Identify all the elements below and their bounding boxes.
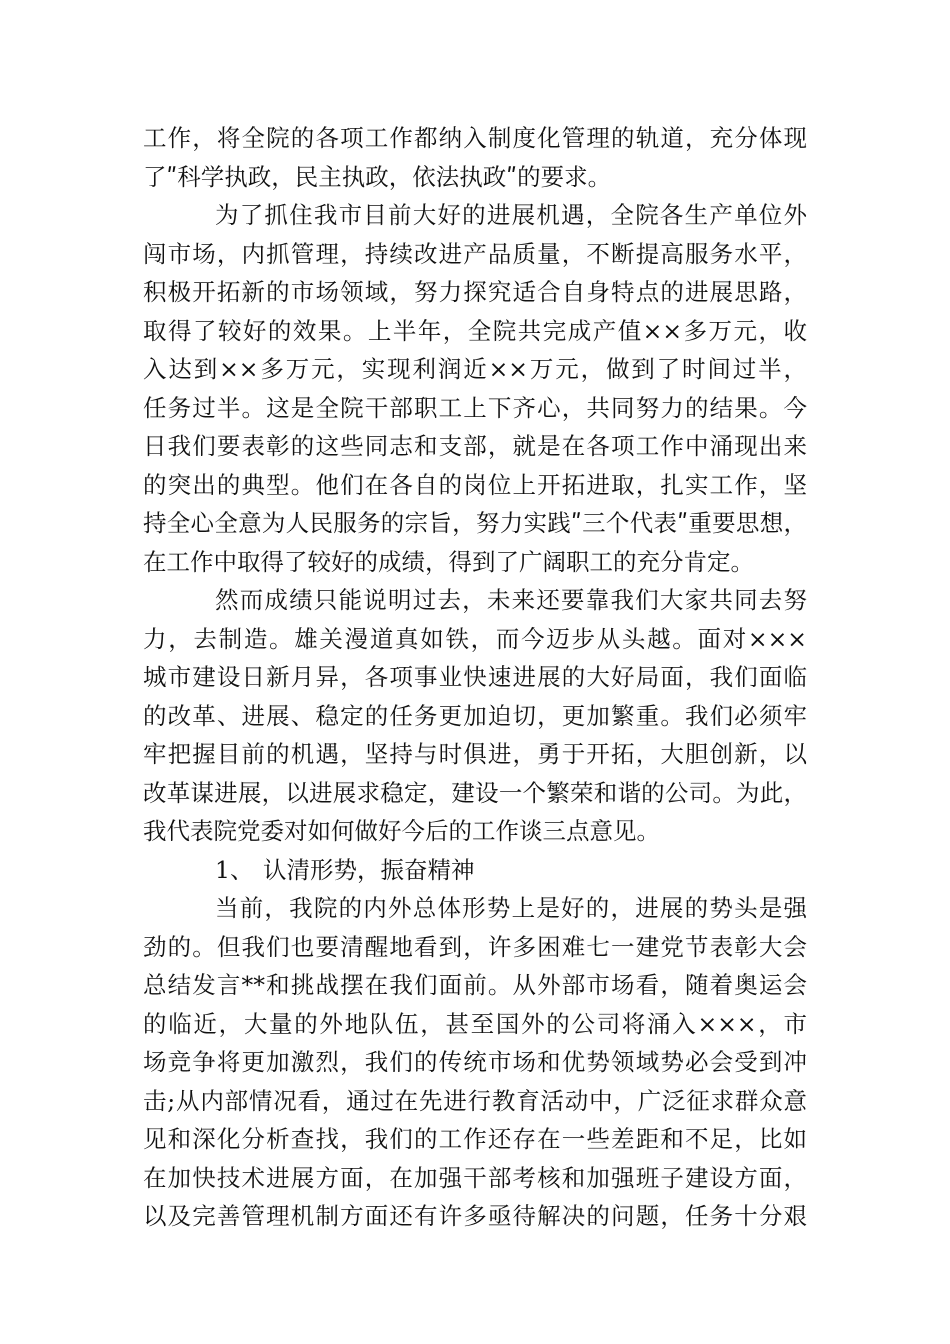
text-line: 以及完善管理机制方面还有许多亟待解决的问题，任务十分艰 — [143, 1202, 807, 1230]
paragraph-4 — [143, 889, 807, 1236]
text-line: 持全心全意为人民服务的宗旨，努力实践ʺ三个代表ʺ重要思想， — [143, 509, 807, 537]
text-line: 击;从内部情况看，通过在先进行教育活动中，广泛征求群众意 — [143, 1086, 807, 1115]
section-heading — [143, 851, 807, 890]
text-line: 了ʺ科学执政，民主执政，依法执政ʺ的要求。 — [143, 162, 612, 191]
heading-text: 认清形势，振奋精神 — [263, 855, 475, 884]
text-line: 入达到××多万元，实现利润近××万元，做到了时间过半， — [143, 355, 807, 383]
text-line: 日我们要表彰的这些同志和支部，就是在各项工作中涌现出来 — [143, 432, 807, 460]
text-line: 劲的。但我们也要清醒地看到，许多困难七一建党节表彰大会 — [143, 932, 807, 961]
text-line: 当前，我院的内外总体形势上是好的，进展的势头是强 — [215, 894, 807, 922]
text-line: 在工作中取得了较好的成绩，得到了广阔职工的充分肯定。 — [143, 547, 754, 576]
text-line: 积极开拓新的市场领域，努力探究适合自身特点的进展思路， — [143, 278, 807, 306]
text-line: 场竞争将更加激烈，我们的传统市场和优势领域势必会受到冲 — [143, 1048, 807, 1076]
paragraph-1 — [143, 119, 807, 196]
text-line: 总结发言**和挑战摆在我们面前。从外部市场看，随着奥运会 — [143, 971, 807, 999]
heading-number: 1、 — [215, 855, 254, 884]
text-line: 城市建设日新月异，各项事业快速进展的大好局面，我们面临 — [143, 663, 807, 691]
text-line: 牢把握目前的机遇，坚持与时俱进，勇于开拓，大胆创新，以 — [143, 740, 807, 768]
text-line: 为了抓住我市目前大好的进展机遇，全院各生产单位外 — [215, 201, 807, 229]
text-line: 的突出的典型。他们在各自的岗位上开拓进取，扎实工作，坚 — [143, 470, 807, 499]
paragraph-2 — [143, 196, 807, 581]
document-body — [143, 119, 807, 1236]
text-line: 任务过半。这是全院干部职工上下齐心，共同努力的结果。今 — [143, 393, 807, 422]
text-line: 闯市场，内抓管理，持续改进产品质量，不断提高服务水平， — [143, 239, 807, 268]
paragraph-3 — [143, 581, 807, 851]
text-line: 力，去制造。雄关漫道真如铁，而今迈步从头越。面对××× — [143, 624, 807, 653]
text-line: 工作，将全院的各项工作都纳入制度化管理的轨道，充分体现 — [143, 124, 807, 152]
text-line: 取得了较好的效果。上半年，全院共完成产值××多万元，收 — [143, 316, 807, 345]
text-line: 我代表院党委对如何做好今后的工作谈三点意见。 — [143, 817, 660, 845]
text-line: 的改革、进展、稳定的任务更加迫切，更加繁重。我们必须牢 — [143, 701, 807, 730]
text-line: 见和深化分析查找，我们的工作还存在一些差距和不足，比如 — [143, 1125, 807, 1153]
text-line: 的临近，大量的外地队伍，甚至国外的公司将涌入×××，市 — [143, 1009, 807, 1038]
text-line: 在加快技术进展方面，在加强干部考核和加强班子建设方面， — [143, 1163, 807, 1192]
text-line: 然而成绩只能说明过去，未来还要靠我们大家共同去努 — [215, 586, 807, 614]
text-line: 改革谋进展，以进展求稳定，建设一个繁荣和谐的公司。为此， — [143, 778, 807, 807]
